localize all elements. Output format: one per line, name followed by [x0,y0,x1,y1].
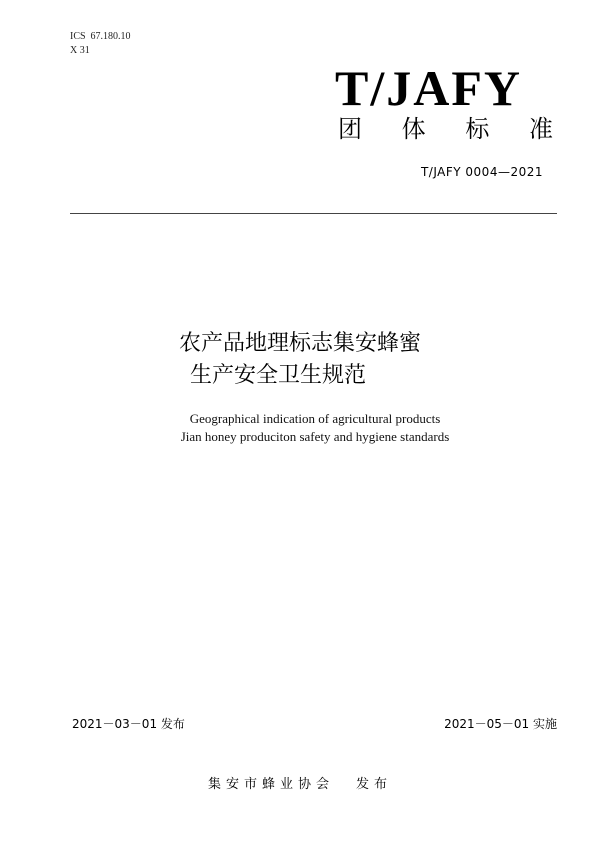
chinese-title-line-1: 农产品地理标志集安蜂蜜 [178,331,421,356]
standard-logo: T/JAFY [335,60,522,116]
standard-type-char: 标 [465,115,490,143]
english-title [0,410,600,446]
chinese-title [0,328,600,392]
implementation-date: 2021－05－01 实施 [444,717,557,731]
standard-type-char: 团 [338,115,362,143]
publisher-action: 发布 [356,777,393,792]
english-title-line-2: Jian honey produciton safety and hygiene standards [180,429,450,444]
chinese-title-line-2: 生产安全卫生规范 [189,363,366,388]
standard-type-label [338,114,553,144]
classification-block [70,30,131,58]
publisher-organization: 集安市蜂业协会 [207,777,334,792]
standard-type-char: 体 [401,115,426,143]
issue-date: 2021－03－01 发布 [72,717,185,731]
english-title-line-1: Geographical indication of agricultural products [189,411,441,426]
ics-code: ICS 67.180.10 [70,31,131,42]
ccs-code: X 31 [70,45,90,56]
standard-type-char: 准 [528,115,553,143]
standard-number: T/JAFY 0004—2021 [420,165,543,179]
header-divider [70,213,557,214]
publisher-line [0,775,600,795]
